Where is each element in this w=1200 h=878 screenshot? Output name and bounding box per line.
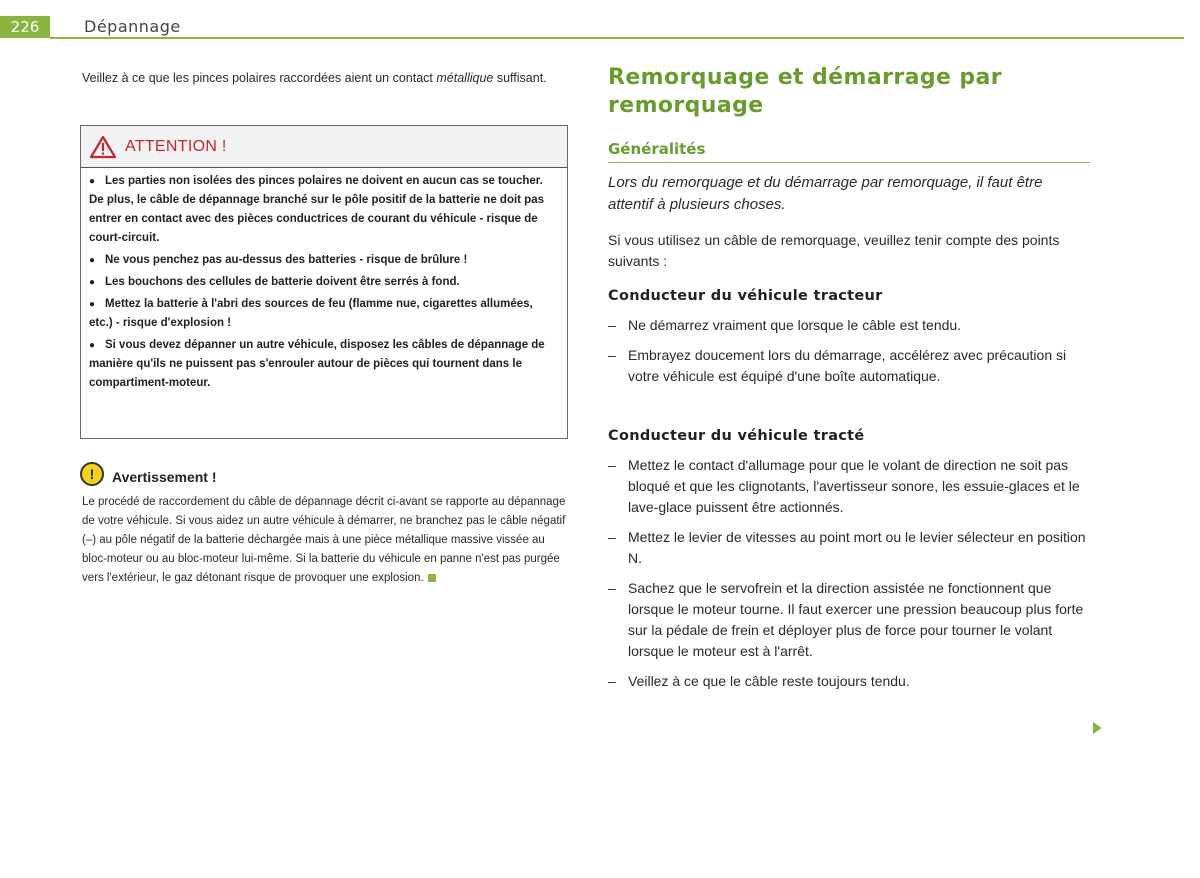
exclamation-circle-icon: ! <box>80 462 104 486</box>
attention-item: ● Si vous devez dépanner un autre véhicule, disposez les câbles de dépannage de manière qu'ils ne puissent pas s'enrouler autour de pièces qui tournent dans le compartiment-moteur. <box>89 339 545 389</box>
warning-text: Le procédé de raccordement du câble de dépannage décrit ci-avant se rapporte au dépannage de votre véhicule. Si vous aidez un autre véhicule à démarrer, ne branchez pas le câble négatif (–) au pôle négatif de la batterie déchargée mais à une pièce métallique massive vissée au bloc-moteur ou au bloc-moteur lui-même. Si la batterie du véhicule en panne n'est pas purgée vers l'extérieur, le gaz détonant risque de provoquer une explosion. <box>82 496 566 584</box>
list-item: – Veillez à ce que le câble reste toujours tendu. <box>608 673 910 689</box>
list-item: – Mettez le contact d'allumage pour que le volant de direction ne soit pas bloqué et que les clignotants, l'avertisseur sonore, les essuie-glaces et le lave-glace puissent être actionnés. <box>608 457 1080 515</box>
list-item: – Sachez que le servofrein et la direction assistée ne fonctionnent que lorsque le moteur tourne. Il faut exercer une pression beaucoup plus forte sur la pédale de frein et déployer plus de force pour tourner le volant lorsque le moteur est à l'arrêt. <box>608 580 1084 659</box>
list-item: – Mettez le levier de vitesses au point mort ou le levier sélecteur en position N. <box>608 529 1086 566</box>
attention-item: ● Les bouchons des cellules de batterie doivent être serrés à fond. <box>89 276 460 288</box>
attention-item: ● Ne vous penchez pas au-dessus des batteries - risque de brûlure ! <box>89 254 468 266</box>
intro-paragraph: Veillez à ce que les pinces polaires raccordées aient un contact métallique suffisant. <box>82 71 547 85</box>
subsection-rule <box>608 162 1090 163</box>
attention-item: ● Les parties non isolées des pinces polaires ne doivent en aucun cas se toucher. De plus, le câble de dépannage branché sur le pôle positif de la batterie ne doit pas entrer en contact avec des pièces conductrices de courant du véhicule - risque de court-circuit. <box>89 175 545 244</box>
towing-driver-list <box>608 315 1092 396</box>
towed-driver-heading: Conducteur du véhicule tracté <box>608 428 865 444</box>
end-of-section-icon <box>428 574 436 582</box>
page-number: 226 <box>0 16 50 38</box>
attention-item: ● Mettez la batterie à l'abri des sources de feu (flamme nue, cigarettes allumées, etc.) - risque d'explosion ! <box>89 298 533 329</box>
towed-driver-list <box>608 455 1092 701</box>
body-paragraph: Si vous utilisez un câble de remorquage, veuillez tenir compte des points suivants : <box>608 232 1060 269</box>
subsection-title: Généralités <box>608 140 706 158</box>
continue-arrow-icon <box>1093 722 1102 734</box>
chapter-title: Dépannage <box>84 17 181 36</box>
attention-title: ATTENTION ! <box>125 137 227 155</box>
warning-note <box>80 459 568 588</box>
towing-driver-heading: Conducteur du véhicule tracteur <box>608 288 883 304</box>
header-rule <box>50 37 1184 39</box>
list-item: – Embrayez doucement lors du démarrage, accélérez avec précaution si votre véhicule est équipé d'une boîte automatique. <box>608 347 1067 384</box>
list-item: – Ne démarrez vraiment que lorsque le câble est tendu. <box>608 317 962 333</box>
warning-title: Avertissement ! <box>112 469 217 485</box>
warning-triangle-icon <box>89 135 117 159</box>
warning-header <box>80 459 568 489</box>
section-title: Remorquage et démarrage par remorquage <box>608 65 1002 118</box>
attention-header <box>81 126 567 168</box>
lead-paragraph: Lors du remorquage et du démarrage par remorquage, il faut être attentif à plusieurs choses. <box>608 174 1043 213</box>
attention-list <box>81 168 567 393</box>
attention-box <box>80 125 568 439</box>
